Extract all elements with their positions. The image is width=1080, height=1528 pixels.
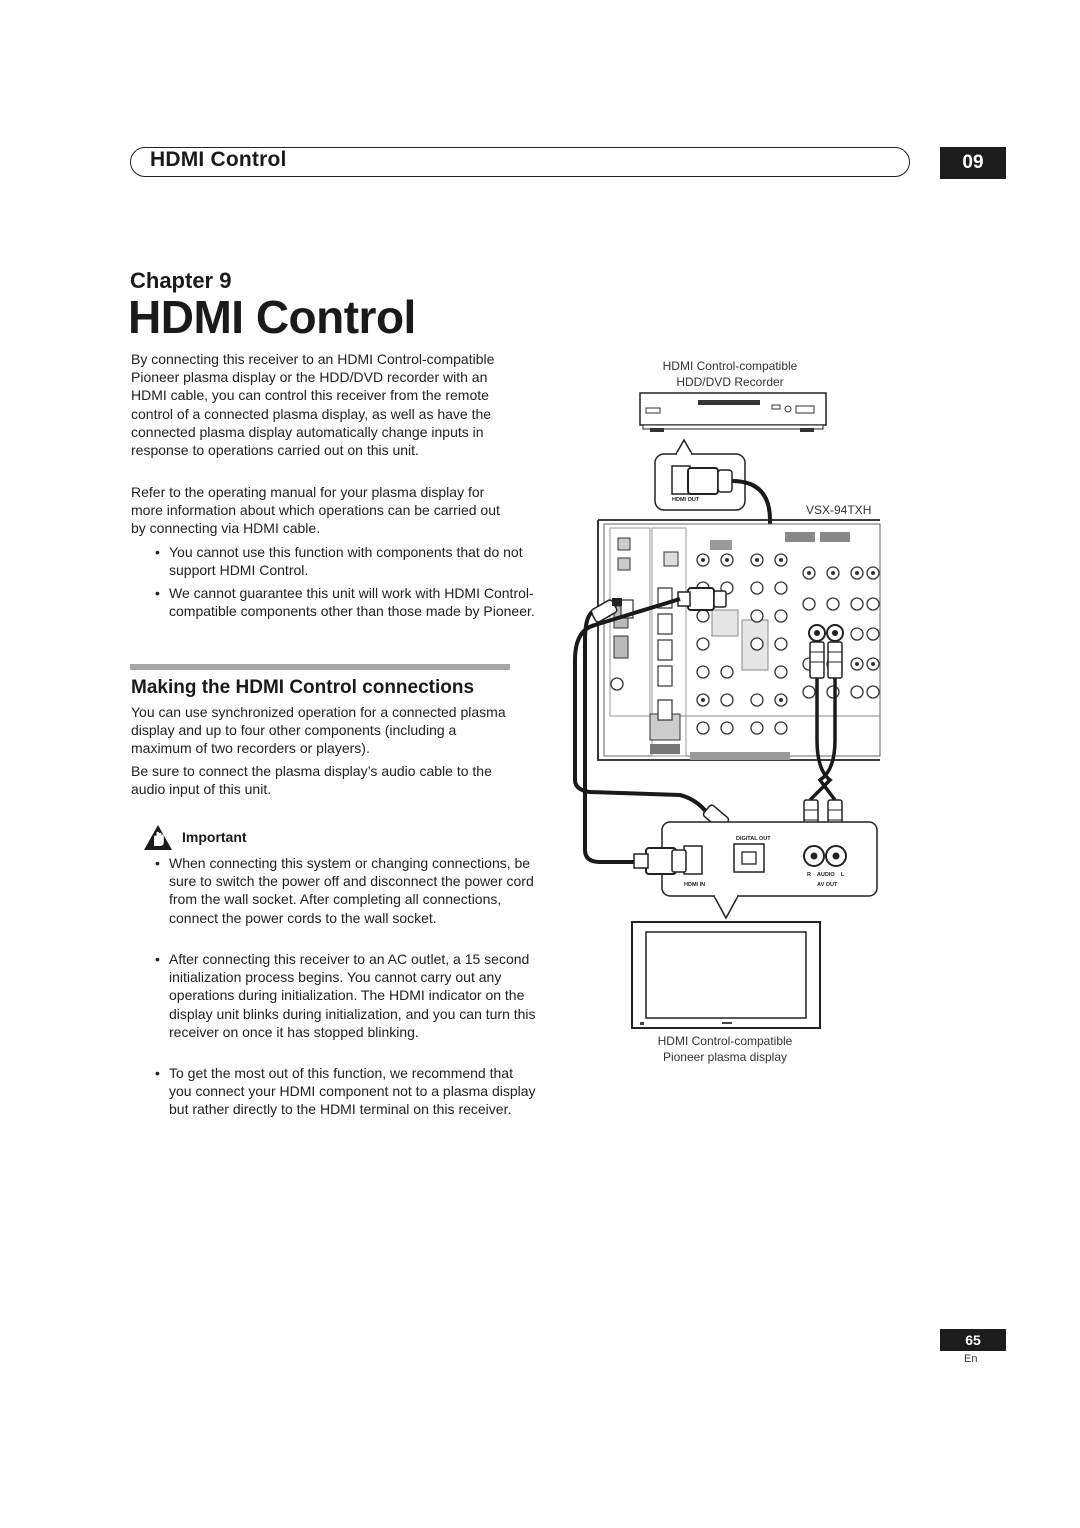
header-title: HDMI Control: [150, 148, 287, 171]
language-label: En: [964, 1353, 978, 1365]
audio-label: R AUDIO L: [807, 872, 845, 878]
intro-paragraph: By connecting this receiver to an HDMI Control-compatible Pioneer plasma display or the HDD/DVD recorder with an HDMI cable, you can control this receiver from the remote control of a connected plasma display, as well as have the connected plasma display automatically change inputs in response to operations carried out on this unit.: [131, 351, 495, 459]
section-paragraph: You can use synchronized operation for a connected plasma display and up to four other components (including a maximum of two recorders or players).: [131, 704, 506, 757]
receiver-hdmi-plug: [678, 588, 726, 610]
list-item: • We cannot guarantee this unit will work with HDMI Control-compatible components other than those made by Pioneer.: [143, 584, 539, 620]
section-title: Making the HDMI Control connections: [131, 677, 475, 698]
chapter-number-badge: 09: [940, 147, 1006, 179]
display-caption-line-2: Pioneer plasma display: [662, 1050, 788, 1064]
hdmi-in-label: HDMI IN: [684, 882, 706, 888]
plasma-display-illustration: [632, 922, 820, 1028]
list-item: • To get the most out of this function, we recommend that you connect your HDMI component not to a plasma display but rather directly to the HDMI terminal on this receiver.: [143, 1064, 539, 1119]
display-port-callout: [634, 822, 877, 918]
av-out-label: AV OUT: [817, 882, 838, 888]
recorder-illustration: [640, 393, 826, 432]
recorder-hdmi-callout: [655, 440, 745, 510]
list-item: • When connecting this system or changing connections, be sure to switch the power off and disconnect the power cord from the wall socket. After completing all connections, connect the power cords to the wall socket.: [143, 854, 539, 927]
digital-out-label: DIGITAL OUT: [736, 836, 771, 842]
page-number: 65: [940, 1329, 1006, 1351]
list-item: • After connecting this receiver to an AC outlet, a 15 second initialization process begins. You cannot carry out any operations during initialization. The HDMI indicator on the display unit blinks during initialization, and you can turn this receiver on once it has stopped blinking.: [143, 950, 539, 1041]
section-paragraph-2: Be sure to connect the plasma display’s audio cable to the audio input of this unit.: [131, 763, 492, 798]
important-label: Important: [182, 829, 247, 845]
recorder-caption-line-1: HDMI Control-compatible: [662, 359, 798, 373]
hdmi-out-label: HDMI OUT: [672, 497, 700, 503]
list-item: • You cannot use this function with components that do not support HDMI Control.: [143, 543, 539, 579]
intro-paragraph-2: Refer to the operating manual for your plasma display for more information about which operations can be carried out by connecting via HDMI cable.: [131, 484, 500, 537]
page-title: HDMI Control: [128, 291, 416, 343]
receiver-model-label: VSX-94TXH: [806, 503, 872, 517]
display-caption-line-1: HDMI Control-compatible: [657, 1034, 793, 1048]
recorder-caption-line-2: HDD/DVD Recorder: [676, 375, 784, 389]
chapter-label: Chapter 9: [130, 268, 232, 293]
